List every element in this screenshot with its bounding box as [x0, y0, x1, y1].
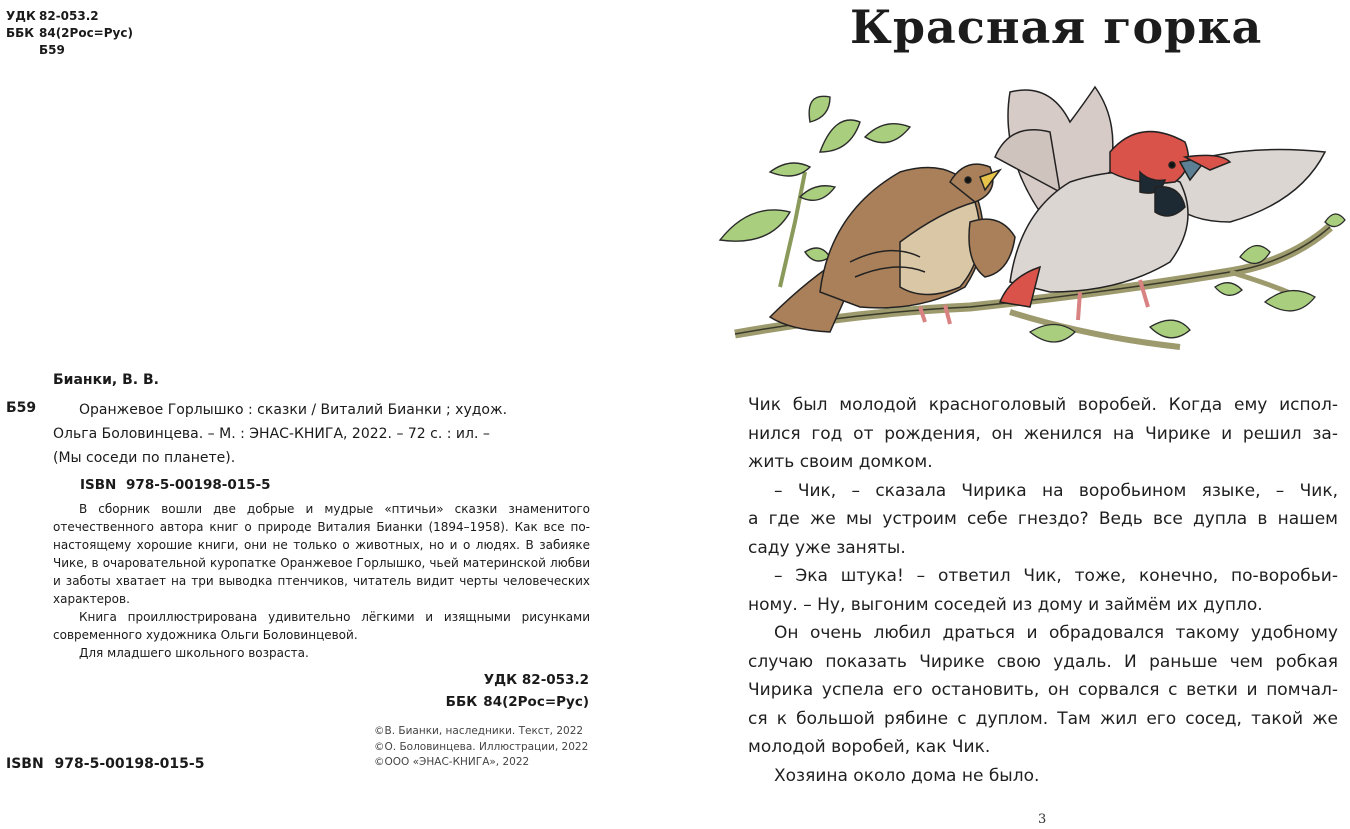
story-page	[675, 0, 1350, 829]
story-line: жить своим домком.	[748, 452, 933, 472]
story-line: случаю показать Чирике свою удаль. И раньше чем робкая	[748, 651, 1338, 672]
story-paragraph	[748, 762, 1338, 791]
story-paragraph	[748, 619, 1338, 762]
page-number: 3	[1038, 812, 1047, 827]
card-description	[53, 398, 590, 470]
two-sparrows-on-branch-icon	[710, 62, 1350, 382]
story-line: Хозяина около дома не было.	[774, 765, 1040, 786]
copyright-line: ©ООО «ЭНАС-КНИГА», 2022	[374, 756, 530, 768]
card-isbn: ISBN 978-5-00198-015-5	[80, 477, 271, 493]
story-line: – Эка штука! – ответил Чик, тоже, конечно, по-воробьи-	[774, 566, 1338, 586]
story-line: молодой воробей, как Чик.	[748, 737, 991, 757]
story-line: Он очень любил драться и обрадовался такому удобному	[774, 623, 1338, 643]
bbk-label: ББК	[6, 26, 35, 40]
bottom-classification-codes	[446, 669, 589, 713]
copyright-line: ©О. Боловинцева. Иллюстрации, 2022	[374, 740, 589, 753]
bottom-bbk-label: ББК	[445, 694, 478, 710]
card-desc-line: Ольга Боловинцева. – М. : ЭНАС-КНИГА, 2022. – 72 с. : ил. –	[53, 426, 490, 442]
copyright-notices	[374, 724, 588, 771]
story-paragraph	[748, 562, 1338, 619]
bottom-isbn: ISBN 978-5-00198-015-5	[6, 756, 205, 772]
story-paragraph	[748, 391, 1338, 477]
author-mark: Б59	[39, 43, 65, 57]
story-line: саду уже заняты.	[748, 537, 906, 558]
classification-codes	[6, 8, 133, 59]
annotation	[53, 500, 590, 662]
copyright-line: ©В. Бианки, наследники. Текст, 2022	[374, 725, 584, 737]
bottom-bbk-value: 84(2Рос=Рус)	[483, 694, 589, 710]
story-paragraph	[748, 477, 1338, 563]
card-desc-line: Оранжевое Горлышко : сказки / Виталий Бианки ; худож.	[79, 402, 508, 418]
story-line: Чик был молодой красноголовый воробей. Когда ему испол-	[748, 395, 1338, 415]
card-author-mark: Б59	[6, 400, 37, 416]
chapter-title: Красная горка	[850, 0, 1263, 54]
story-line: а где же мы устроим себе гнездо? Ведь все дупла в нашем	[748, 509, 1338, 529]
bbk-value: 84(2Рос=Рус)	[39, 26, 133, 40]
card-desc-line: (Мы соседи по планете).	[53, 450, 236, 466]
card-author: Бианки, В. В.	[53, 372, 159, 388]
story-line: нился год от рождения, он женился на Чирике и решил за-	[748, 423, 1338, 444]
annotation-paragraph: Книга проиллюстрирована удивительно лёгкими и изящными рисунками современного художника Ольги Боловинцевой.	[53, 610, 590, 642]
annotation-paragraph: В сборник вошли две добрые и мудрые «птичьи» сказки знаменитого отечественного автора книг о природе Виталия Бианки (1894–1958). Как все по-настоящему хорошие книги, они не только о животных, но и о людях. В забияке Чике, в очаровательной куропатке Оранжевое Горлышко, чьей материнской любви и заботы хватает на три выводка птенчиков, читатель видит черты человеческих характеров.	[53, 502, 590, 606]
story-line: Чирика успела его остановить, он сорвался с ветки и помчал-	[748, 680, 1338, 700]
sparrows-illustration	[710, 62, 1350, 382]
annotation-paragraph: Для младшего школьного возраста.	[79, 646, 309, 660]
udk-value: 82-053.2	[39, 9, 99, 23]
story-line: – Чик, – сказала Чирика на воробьином языке, – Чик,	[774, 480, 1338, 501]
story-text	[748, 391, 1338, 790]
bottom-udk: УДК 82-053.2	[483, 672, 589, 688]
udk-label: УДК	[6, 9, 36, 23]
story-line: ся к большой рябине с дуплом. Там жил его сосед, такой же	[748, 708, 1338, 729]
story-line: ному. – Ну, выгоним соседей из дому и займём их дупло.	[748, 594, 1263, 615]
